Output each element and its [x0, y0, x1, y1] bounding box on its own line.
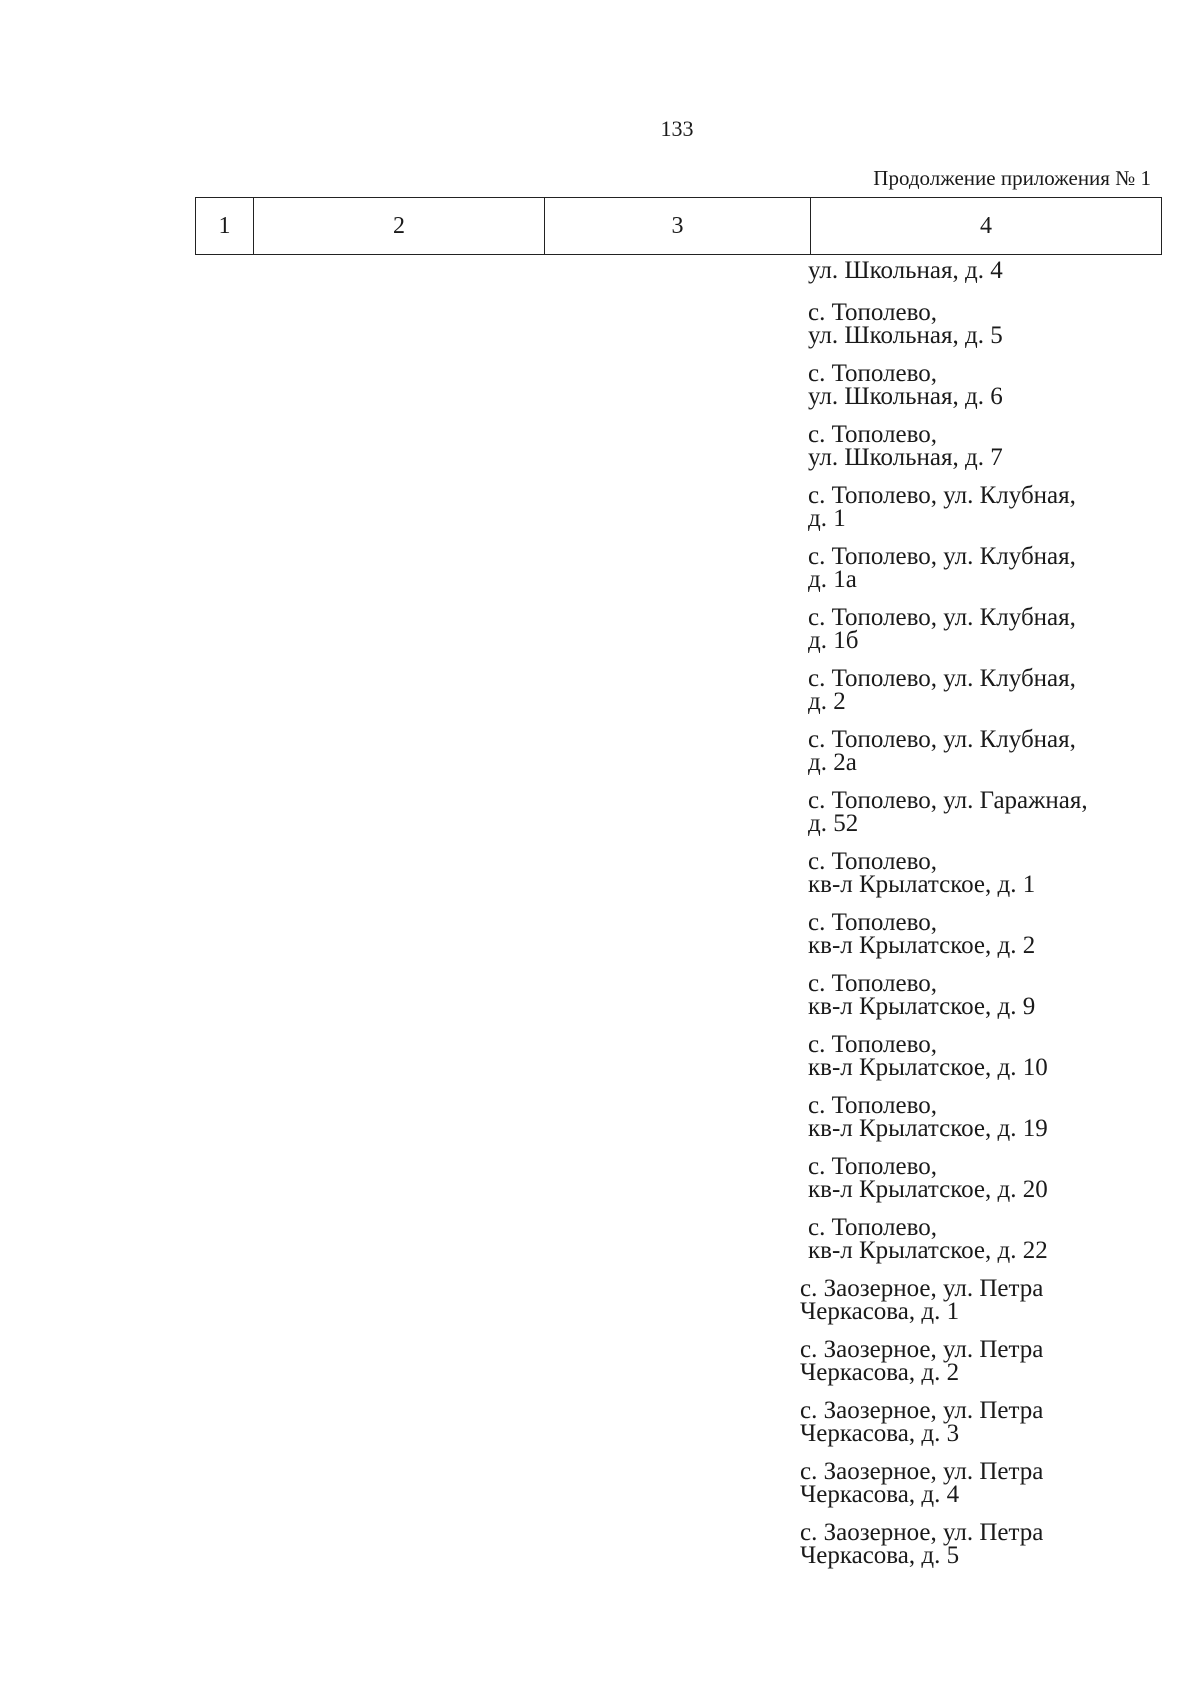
address-line: д. 2а — [808, 749, 857, 776]
address-item — [808, 850, 1168, 911]
address-line: с. Заозерное, ул. Петра — [800, 1458, 1044, 1485]
address-item — [808, 1033, 1168, 1094]
address-line: с. Тополево, ул. Гаражная, — [808, 787, 1088, 814]
address-list — [800, 257, 1168, 1582]
address-item — [808, 667, 1168, 728]
address-line: ул. Школьная, д. 7 — [808, 444, 1003, 471]
address-item — [808, 545, 1168, 606]
address-item — [800, 1399, 1168, 1460]
address-item — [808, 362, 1168, 423]
address-line: с. Тополево, — [808, 421, 937, 448]
address-item — [808, 301, 1168, 362]
table-header-row — [196, 198, 1162, 255]
address-line: с. Тополево, — [808, 909, 937, 936]
address-line: Черкасова, д. 5 — [800, 1542, 960, 1569]
address-line: кв-л Крылатское, д. 1 — [808, 871, 1036, 898]
address-line: с. Тополево, ул. Клубная, — [808, 726, 1076, 753]
address-item — [800, 1277, 1168, 1338]
address-line: с. Тополево, — [808, 1031, 937, 1058]
address-item — [808, 1216, 1168, 1277]
continuation-label: Продолжение приложения № 1 — [873, 166, 1151, 190]
address-line: кв-л Крылатское, д. 19 — [808, 1115, 1048, 1142]
address-line: Черкасова, д. 1 — [800, 1298, 960, 1325]
address-line: с. Тополево, — [808, 1214, 937, 1241]
address-line: с. Тополево, ул. Клубная, — [808, 482, 1076, 509]
address-line: д. 52 — [808, 810, 859, 837]
address-item — [808, 972, 1168, 1033]
address-line: д. 1 — [808, 505, 846, 532]
address-item — [808, 1155, 1168, 1216]
address-line: кв-л Крылатское, д. 9 — [808, 993, 1036, 1020]
address-line: кв-л Крылатское, д. 10 — [808, 1054, 1048, 1081]
address-line: с. Заозерное, ул. Петра — [800, 1397, 1044, 1424]
address-item — [808, 606, 1168, 667]
address-item — [800, 1460, 1168, 1521]
address-item — [808, 484, 1168, 545]
address-line: с. Заозерное, ул. Петра — [800, 1519, 1044, 1546]
address-line: Черкасова, д. 3 — [800, 1420, 960, 1447]
address-item — [800, 1521, 1168, 1582]
address-line: с. Заозерное, ул. Петра — [800, 1275, 1044, 1302]
address-item — [800, 1338, 1168, 1399]
address-item — [808, 911, 1168, 972]
column-header-3: 3 — [545, 198, 811, 255]
address-line: ул. Школьная, д. 6 — [808, 383, 1003, 410]
address-line: Черкасова, д. 4 — [800, 1481, 960, 1508]
address-line: Черкасова, д. 2 — [800, 1359, 960, 1386]
column-header-2: 2 — [254, 198, 545, 255]
address-line: кв-л Крылатское, д. 20 — [808, 1176, 1048, 1203]
page-number: 133 — [660, 116, 694, 141]
address-line: д. 1б — [808, 627, 859, 654]
column-header-1: 1 — [196, 198, 254, 255]
address-line: с. Тополево, — [808, 970, 937, 997]
table-header — [195, 197, 1162, 255]
address-item — [808, 728, 1168, 789]
address-line: с. Тополево, — [808, 299, 937, 326]
address-line: с. Заозерное, ул. Петра — [800, 1336, 1044, 1363]
address-item — [808, 259, 1168, 301]
address-line: ул. Школьная, д. 4 — [808, 257, 1003, 284]
address-line: кв-л Крылатское, д. 22 — [808, 1237, 1048, 1264]
address-line: с. Тополево, ул. Клубная, — [808, 604, 1076, 631]
address-line: с. Тополево, ул. Клубная, — [808, 665, 1076, 692]
address-line: с. Тополево, — [808, 848, 937, 875]
address-line: с. Тополево, ул. Клубная, — [808, 543, 1076, 570]
column-header-4: 4 — [811, 198, 1162, 255]
address-item — [808, 789, 1168, 850]
address-item — [808, 1094, 1168, 1155]
address-line: с. Тополево, — [808, 360, 937, 387]
address-line: д. 1а — [808, 566, 857, 593]
address-line: кв-л Крылатское, д. 2 — [808, 932, 1036, 959]
address-line: ул. Школьная, д. 5 — [808, 322, 1003, 349]
address-line: д. 2 — [808, 688, 846, 715]
address-line: с. Тополево, — [808, 1153, 937, 1180]
address-line: с. Тополево, — [808, 1092, 937, 1119]
address-item — [808, 423, 1168, 484]
